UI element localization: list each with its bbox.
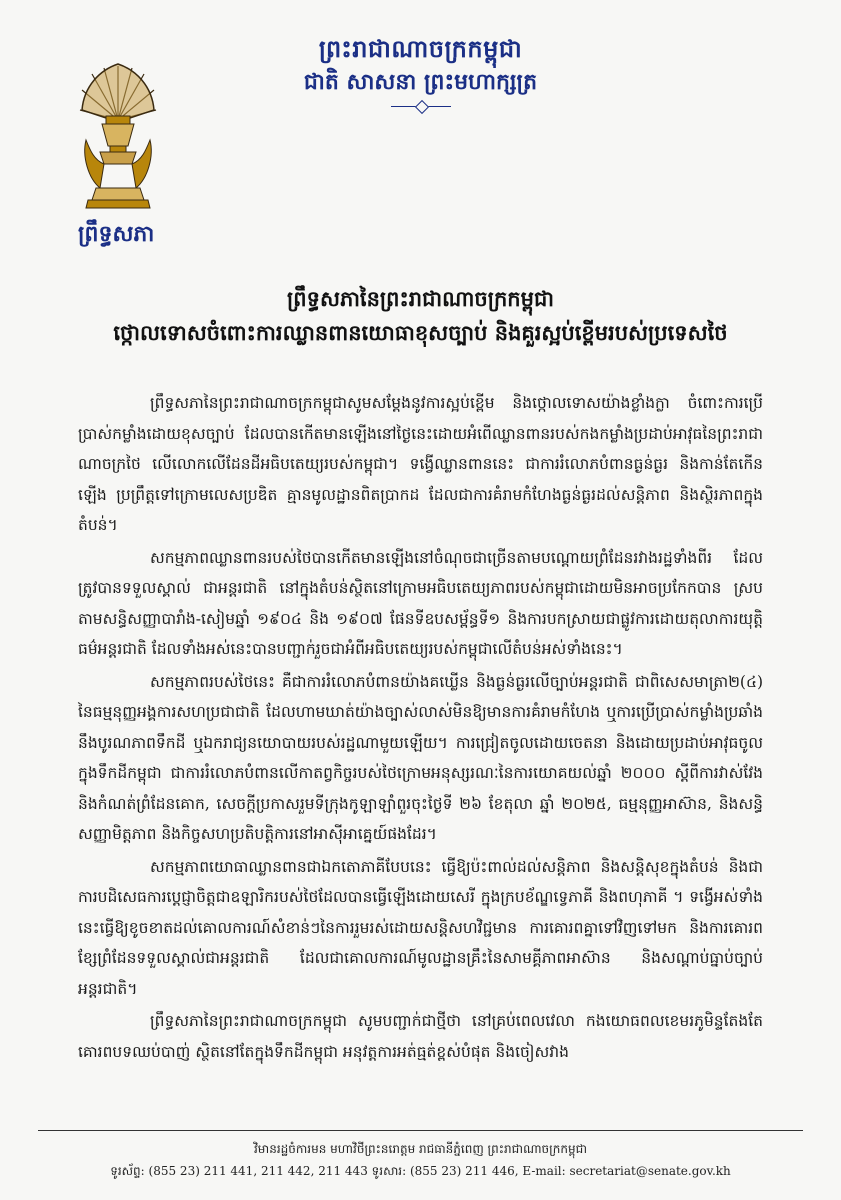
footer-divider bbox=[38, 1130, 803, 1131]
national-motto: ជាតិ សាសនា ព្រះមហាក្សត្រ bbox=[303, 69, 538, 95]
kingdom-name: ព្រះរាជាណាចក្រកម្ពុជា bbox=[318, 34, 523, 63]
royal-coat-of-arms-icon bbox=[78, 60, 158, 212]
document-subtitle: ថ្កោលទោសចំពោះការឈ្លានពានយោធាខុសច្បាប់ និងគួរស្អប់ខ្ពើមរបស់ប្រទេសថៃ bbox=[113, 320, 728, 345]
paragraph: សកម្មភាពយោធាឈ្លានពានជាឯកតោភាគីបែបនេះ ធ្វើឱ្យប៉ះពាល់ដល់សន្តិភាព និងសន្តិសុខក្នុងតំបន់ និងជាការបដិសេធការប្ដេជ្ញាចិត្តជាឧឡារិករបស់ថៃដែលបានធ្វើឡើងដោយសេរី ក្នុងក្របខ័ណ្ឌទ្វេភាគី និងពហុភាគី ។ ទង្វើអស់ទាំងនេះធ្វើឱ្យខូចខាតដល់គោលការណ៍សំខាន់ៗនៃការរួមរស់ដោយសន្តិសហវិជ្ជមាន ការគោរពគ្នាទៅវិញទៅមក និងការគោរពខ្សែព្រំដែនទទួលស្គាល់ជាអន្តរជាតិ ដែលជាគោលការណ៍មូលដ្ឋានគ្រឹះនៃសាមគ្គីភាពអាស៊ាន និងសណ្ដាប់ធ្នាប់ច្បាប់អន្តរជាតិ។ bbox=[78, 857, 763, 998]
paragraph: ព្រឹទ្ធសភានៃព្រះរាជាណាចក្រកម្ពុជា សូមបញ្ជាក់ជាថ្មីថា នៅគ្រប់ពេលវេលា កងយោធពលខេមរភូមិន្ទតែងតែគោរពបទឈប់បាញ់ ស្ថិតនៅតែក្នុងទឹកដីកម្ពុជា អនុវត្តការអត់ធ្មត់ខ្ពស់បំផុត និងចៀសវាង bbox=[78, 1012, 763, 1061]
footer bbox=[0, 1138, 841, 1182]
paragraph: សកម្មភាពរបស់ថៃនេះ គឺជាការរំលោភបំពានយ៉ាងគឃ្លើន និងធ្ងន់ធ្ងរលើច្បាប់អន្តរជាតិ ជាពិសេសមាត្រា២(៤) នៃធម្មនុញ្ញអង្គការសហប្រជាជាតិ ដែលហាមឃាត់យ៉ាងច្បាស់លាស់មិនឱ្យមានការគំរាមកំហែង ឬការប្រើប្រាស់កម្លាំងប្រឆាំងនឹងបូរណភាពទឹកដី ឬឯករាជ្យនយោបាយរបស់រដ្ឋណាមួយឡើយ។ ការជ្រៀតចូលដោយចេតនា និងដោយប្រដាប់អាវុធចូលក្នុងទឹកដីកម្ពុជា ជាការរំលោភបំពានលើកាតព្វកិច្ចរបស់ថៃក្រោមអនុស្សរណៈនៃការយោគយល់ឆ្នាំ ២០០០ ស្ដីពីការវាស់វែង និងកំណត់ព្រំដែនគោក, សេចក្ដីប្រកាសរួមទីក្រុងកូឡាឡាំពួរចុះថ្ងៃទី ២៦ ខែតុលា ឆ្នាំ ២០២៥, ធម្មនុញ្ញអាស៊ាន, និងសន្ធិសញ្ញាមិត្តភាព និងកិច្ចសហប្រតិបត្តិការនៅអាស៊ីអាគ្នេយ៍ផងដែរ។ bbox=[78, 672, 763, 843]
footer-contact: ទូរស័ព្ទ: (855 23) 211 441, 211 442, 211 443 ទូរសារ: (855 23) 211 446, E-mail: secretariat@senate.gov.kh bbox=[110, 1164, 731, 1178]
paragraph: ព្រឹទ្ធសភានៃព្រះរាជាណាចក្រកម្ពុជាសូមសម្ដែងនូវការស្អប់ខ្ពើម និងថ្កោលទោសយ៉ាងខ្លាំងក្លា ចំពោះការប្រើប្រាស់កម្លាំងដោយខុសច្បាប់ ដែលបានកើតមានឡើងនៅថ្ងៃនេះដោយអំពើឈ្លានពានរបស់កងកម្លាំងប្រដាប់អាវុធនៃព្រះរាជាណាចក្រថៃ លើលោកលើដែនដីអធិបតេយ្យរបស់កម្ពុជា។ ទង្វើឈ្លានពាននេះ ជាការរំលោភបំពានធ្ងន់ធ្ងរ និងកាន់តែកើនឡើង ប្រព្រឹត្តទៅក្រោមលេសប្រឌិត គ្មានមូលដ្ឋានពិតប្រាកដ ដែលជាការគំរាមកំហែងធ្ងន់ធ្ងរដល់សន្តិភាព និងស្ថិរភាពក្នុងតំបន់។ bbox=[78, 394, 763, 534]
footer-address: វិមានរដ្ឋចំការមន មហាវិថីព្រះនរោត្តម រាជធានីភ្នំពេញ ព្រះរាជាណាចក្រកម្ពុជា bbox=[253, 1142, 587, 1156]
document-title: ព្រឹទ្ធសភានៃព្រះរាជាណាចក្រកម្ពុជា bbox=[287, 286, 554, 311]
divider-ornament bbox=[391, 102, 451, 112]
paragraph: សកម្មភាពឈ្លានពានរបស់ថៃបានកើតមានឡើងនៅចំណុចជាច្រើនតាមបណ្ដោយព្រំដែនរវាងរដ្ឋទាំងពីរ ដែលត្រូវបានទទួលស្គាល់ ជាអន្តរជាតិ នៅក្នុងតំបន់ស្ថិតនៅក្រោមអធិបតេយ្យភាពរបស់កម្ពុជាដោយមិនអាចប្រកែកបាន ស្របតាមសន្ធិសញ្ញាបារាំង-សៀមឆ្នាំ ១៩០៤ និង ១៩០៧ ផែនទីឧបសម្ព័ន្ធទី១ និងការបកស្រាយជាផ្លូវការដោយតុលាការយុត្តិធម៌អន្តរជាតិ ដែលទាំងអស់នេះបានបញ្ជាក់រួចជាអំពីអធិបតេយ្យរបស់កម្ពុជាលើតំបន់អស់ទាំងនេះ។ bbox=[78, 548, 763, 658]
senate-label: ព្រឹទ្ធសភា bbox=[78, 221, 155, 247]
statement-body bbox=[78, 388, 763, 1069]
